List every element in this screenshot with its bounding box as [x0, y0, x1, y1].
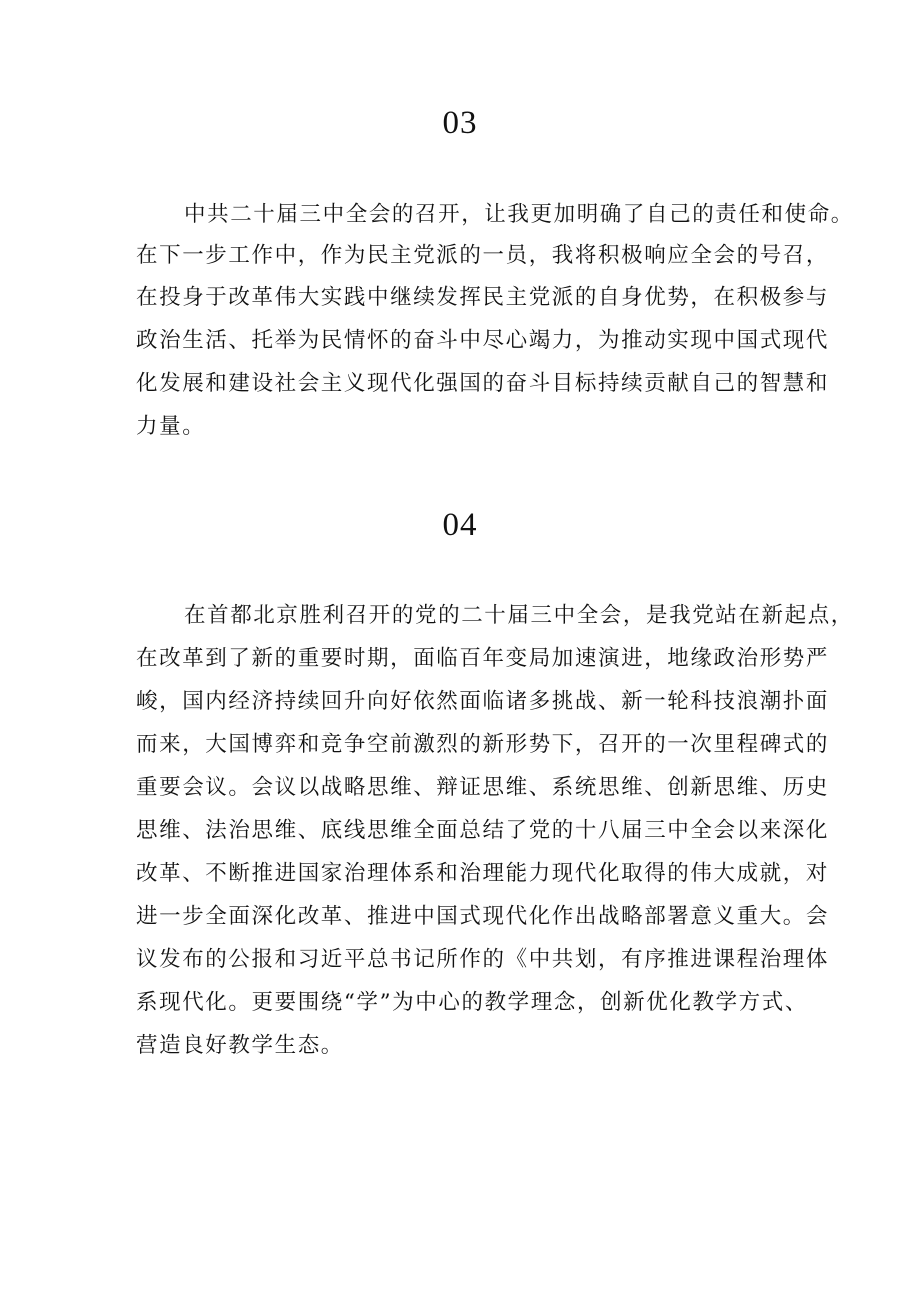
paragraph-line: 重要会议。会议以战略思维、辩证思维、系统思维、创新思维、历史 — [136, 775, 830, 800]
paragraph-line: 力量。 — [136, 414, 206, 439]
paragraph-line: 化发展和建设社会主义现代化强国的奋斗目标持续贡献自己的智慧和 — [136, 371, 830, 396]
paragraph-line: 进一步全面深化改革、推进中国式现代化作出战略部署意义重大。会 — [136, 904, 830, 929]
paragraph-line: 思维、法治思维、底线思维全面总结了党的十八届三中全会以来深化 — [136, 818, 830, 843]
paragraph-line: 议发布的公报和习近平总书记所作的《中共划，有序推进课程治理体 — [136, 947, 830, 972]
paragraph-line: 在投身于改革伟大实践中继续发挥民主党派的自身优势，在积极参与 — [136, 285, 830, 310]
paragraph-line: 改革、不断推进国家治理体系和治理能力现代化取得的伟大成就，对 — [136, 861, 830, 886]
paragraph-line: 而来，大国博弈和竞争空前激烈的新形势下，召开的一次里程碑式的 — [136, 732, 830, 757]
paragraph-line: 在首都北京胜利召开的党的二十届三中全会，是我党站在新起点， — [184, 603, 854, 628]
paragraph-line: 峻，国内经济持续回升向好依然面临诸多挑战、新一轮科技浪潮扑面 — [136, 689, 830, 714]
section-number: 03 — [442, 105, 478, 141]
paragraph-line: 系现代化。更要围绕“学”为中心的教学理念，创新优化教学方式、 — [136, 990, 808, 1015]
paragraph-line: 在改革到了新的重要时期，面临百年变局加速演进，地缘政治形势严 — [136, 646, 830, 671]
paragraph-line: 政治生活、托举为民情怀的奋斗中尽心竭力，为推动实现中国式现代 — [136, 328, 830, 353]
paragraph-line: 中共二十届三中全会的召开，让我更加明确了自己的责任和使命。 — [184, 202, 854, 227]
paragraph-line: 营造良好教学生态。 — [136, 1033, 344, 1058]
paragraph-line: 在下一步工作中，作为民主党派的一员，我将积极响应全会的号召， — [136, 243, 830, 268]
section-number: 04 — [442, 507, 478, 543]
